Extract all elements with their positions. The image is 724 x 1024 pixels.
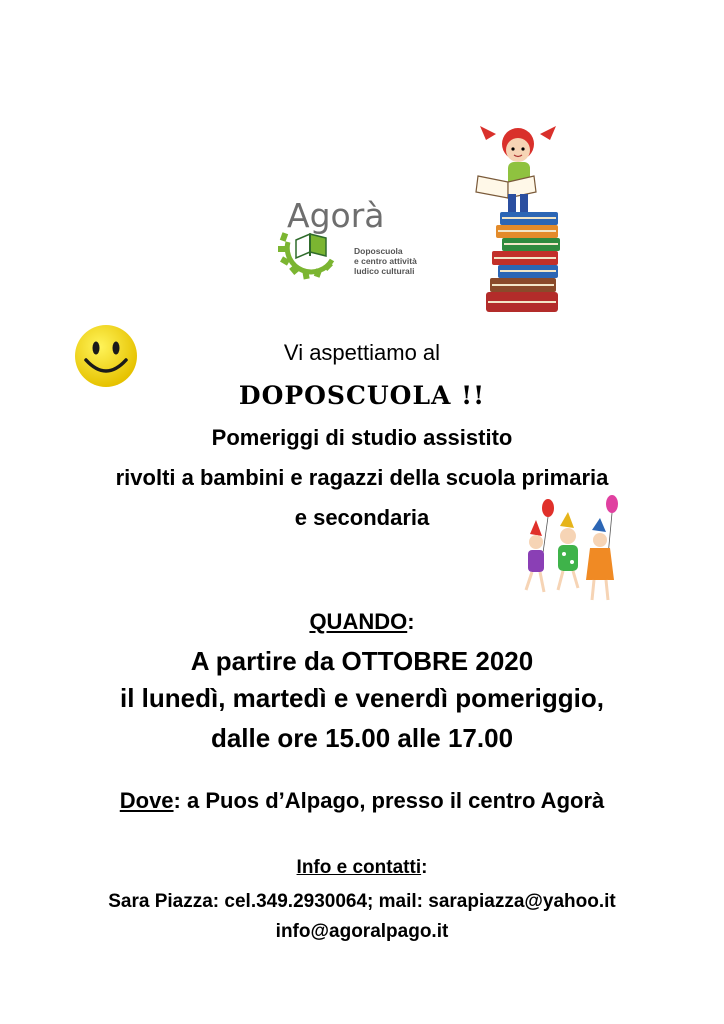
- subtitle-line-3: e secondaria: [294, 505, 430, 530]
- invite-text: Vi aspettiamo al: [283, 340, 441, 365]
- contact-line: Sara Piazza: cel.349.2930064; mail: sarapiazza@yahoo.it: [108, 891, 616, 912]
- logo-name: Agorà: [287, 196, 385, 235]
- where-line: [0, 788, 724, 814]
- when-line-2: il lunedì, martedì e venerdì pomeriggio,: [120, 683, 604, 713]
- where-text: : a Puos d’Alpago, presso il centro Agorà: [173, 788, 605, 813]
- when-heading: [0, 609, 724, 635]
- info-label: Info e contatti: [296, 857, 422, 878]
- info-heading: [0, 857, 724, 879]
- page-title: DOPOSCUOLA !!: [238, 381, 486, 410]
- girl-reading-on-books-icon: [468, 120, 568, 320]
- children-with-balloons-icon: [512, 490, 624, 620]
- when-line-3: dalle ore 15.00 alle 17.00: [210, 723, 514, 753]
- subtitle-line-1: Pomeriggi di studio assistito: [211, 425, 513, 450]
- agora-logo: [270, 190, 430, 290]
- info-suffix: :: [421, 857, 428, 878]
- where-label: Dove: [119, 788, 174, 813]
- email-line: info@agoralpago.it: [275, 921, 449, 942]
- when-label: QUANDO: [309, 609, 408, 634]
- when-line-1: A partire da OTTOBRE 2020: [190, 646, 534, 676]
- when-suffix: :: [407, 609, 415, 634]
- logo-tagline: Doposcuola e centro attività ludico culturali: [354, 246, 417, 276]
- subtitle-line-2: rivolti a bambini e ragazzi della scuola primaria: [115, 465, 609, 490]
